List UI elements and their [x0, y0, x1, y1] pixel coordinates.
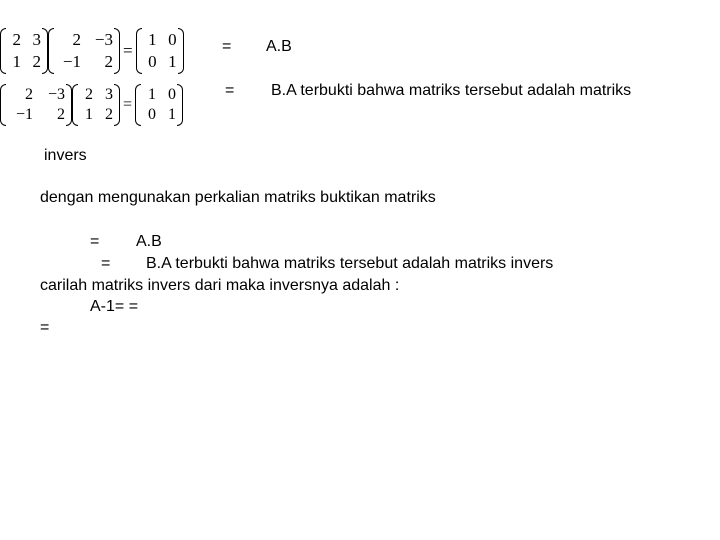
text-invers: invers: [44, 147, 87, 164]
matrix-cell: 1: [148, 86, 157, 103]
matrix-b: [48, 28, 120, 74]
matrix-cell: 1: [168, 52, 177, 71]
matrix-equation-1: [0, 28, 184, 74]
matrix-cell: −1: [15, 106, 33, 123]
equals-sign: =: [225, 82, 235, 99]
matrix-cell: 1: [12, 52, 21, 71]
matrix-cell: 2: [72, 30, 81, 49]
statement-ab: A.B: [266, 38, 292, 55]
equals-sign: =: [90, 233, 100, 250]
matrix-cell: 0: [148, 52, 157, 71]
matrix-cell: 1: [148, 30, 157, 49]
matrix-cell: −1: [62, 52, 81, 71]
matrix-b: [0, 84, 72, 126]
matrix-cell: 2: [57, 106, 65, 123]
matrix-cell: 1: [85, 106, 93, 123]
matrix-cell: 0: [168, 30, 177, 49]
identity-matrix: [135, 84, 183, 126]
equals-sign: =: [40, 319, 50, 336]
inverse-formula: A-1= =: [90, 298, 139, 315]
matrix-equals-sign: =: [123, 96, 133, 113]
matrix-cell: 3: [32, 30, 41, 49]
matrix-cell: 2: [105, 106, 113, 123]
matrix-cell: 2: [25, 86, 33, 103]
identity-matrix: [136, 28, 184, 74]
matrix-equation-2: [0, 84, 183, 126]
statement-ba: B.A terbukti bahwa matriks tersebut adalah matriks invers: [146, 255, 554, 272]
statement-ab: A.B: [136, 233, 162, 250]
matrix-cell: 2: [12, 30, 21, 49]
matrix-cell: 0: [168, 86, 177, 103]
matrix-cell: 2: [104, 52, 113, 71]
instruction-line: carilah matriks invers dari maka inversnya adalah :: [40, 277, 400, 294]
equals-sign: =: [222, 38, 232, 55]
matrix-cell: −3: [47, 86, 65, 103]
matrix-a: [0, 28, 48, 74]
instruction-line: dengan mengunakan perkalian matriks buktikan matriks: [40, 189, 436, 206]
matrix-a: [72, 84, 120, 126]
matrix-cell: 3: [105, 86, 113, 103]
matrix-cell: 2: [32, 52, 41, 71]
equals-sign: =: [101, 255, 111, 272]
matrix-cell: 0: [148, 106, 157, 123]
matrix-cell: 1: [168, 106, 177, 123]
matrix-equals-sign: =: [123, 41, 133, 60]
statement-ba: B.A terbukti bahwa matriks tersebut adalah matriks: [271, 82, 632, 99]
matrix-cell: −3: [94, 30, 113, 49]
matrix-cell: 2: [85, 86, 93, 103]
